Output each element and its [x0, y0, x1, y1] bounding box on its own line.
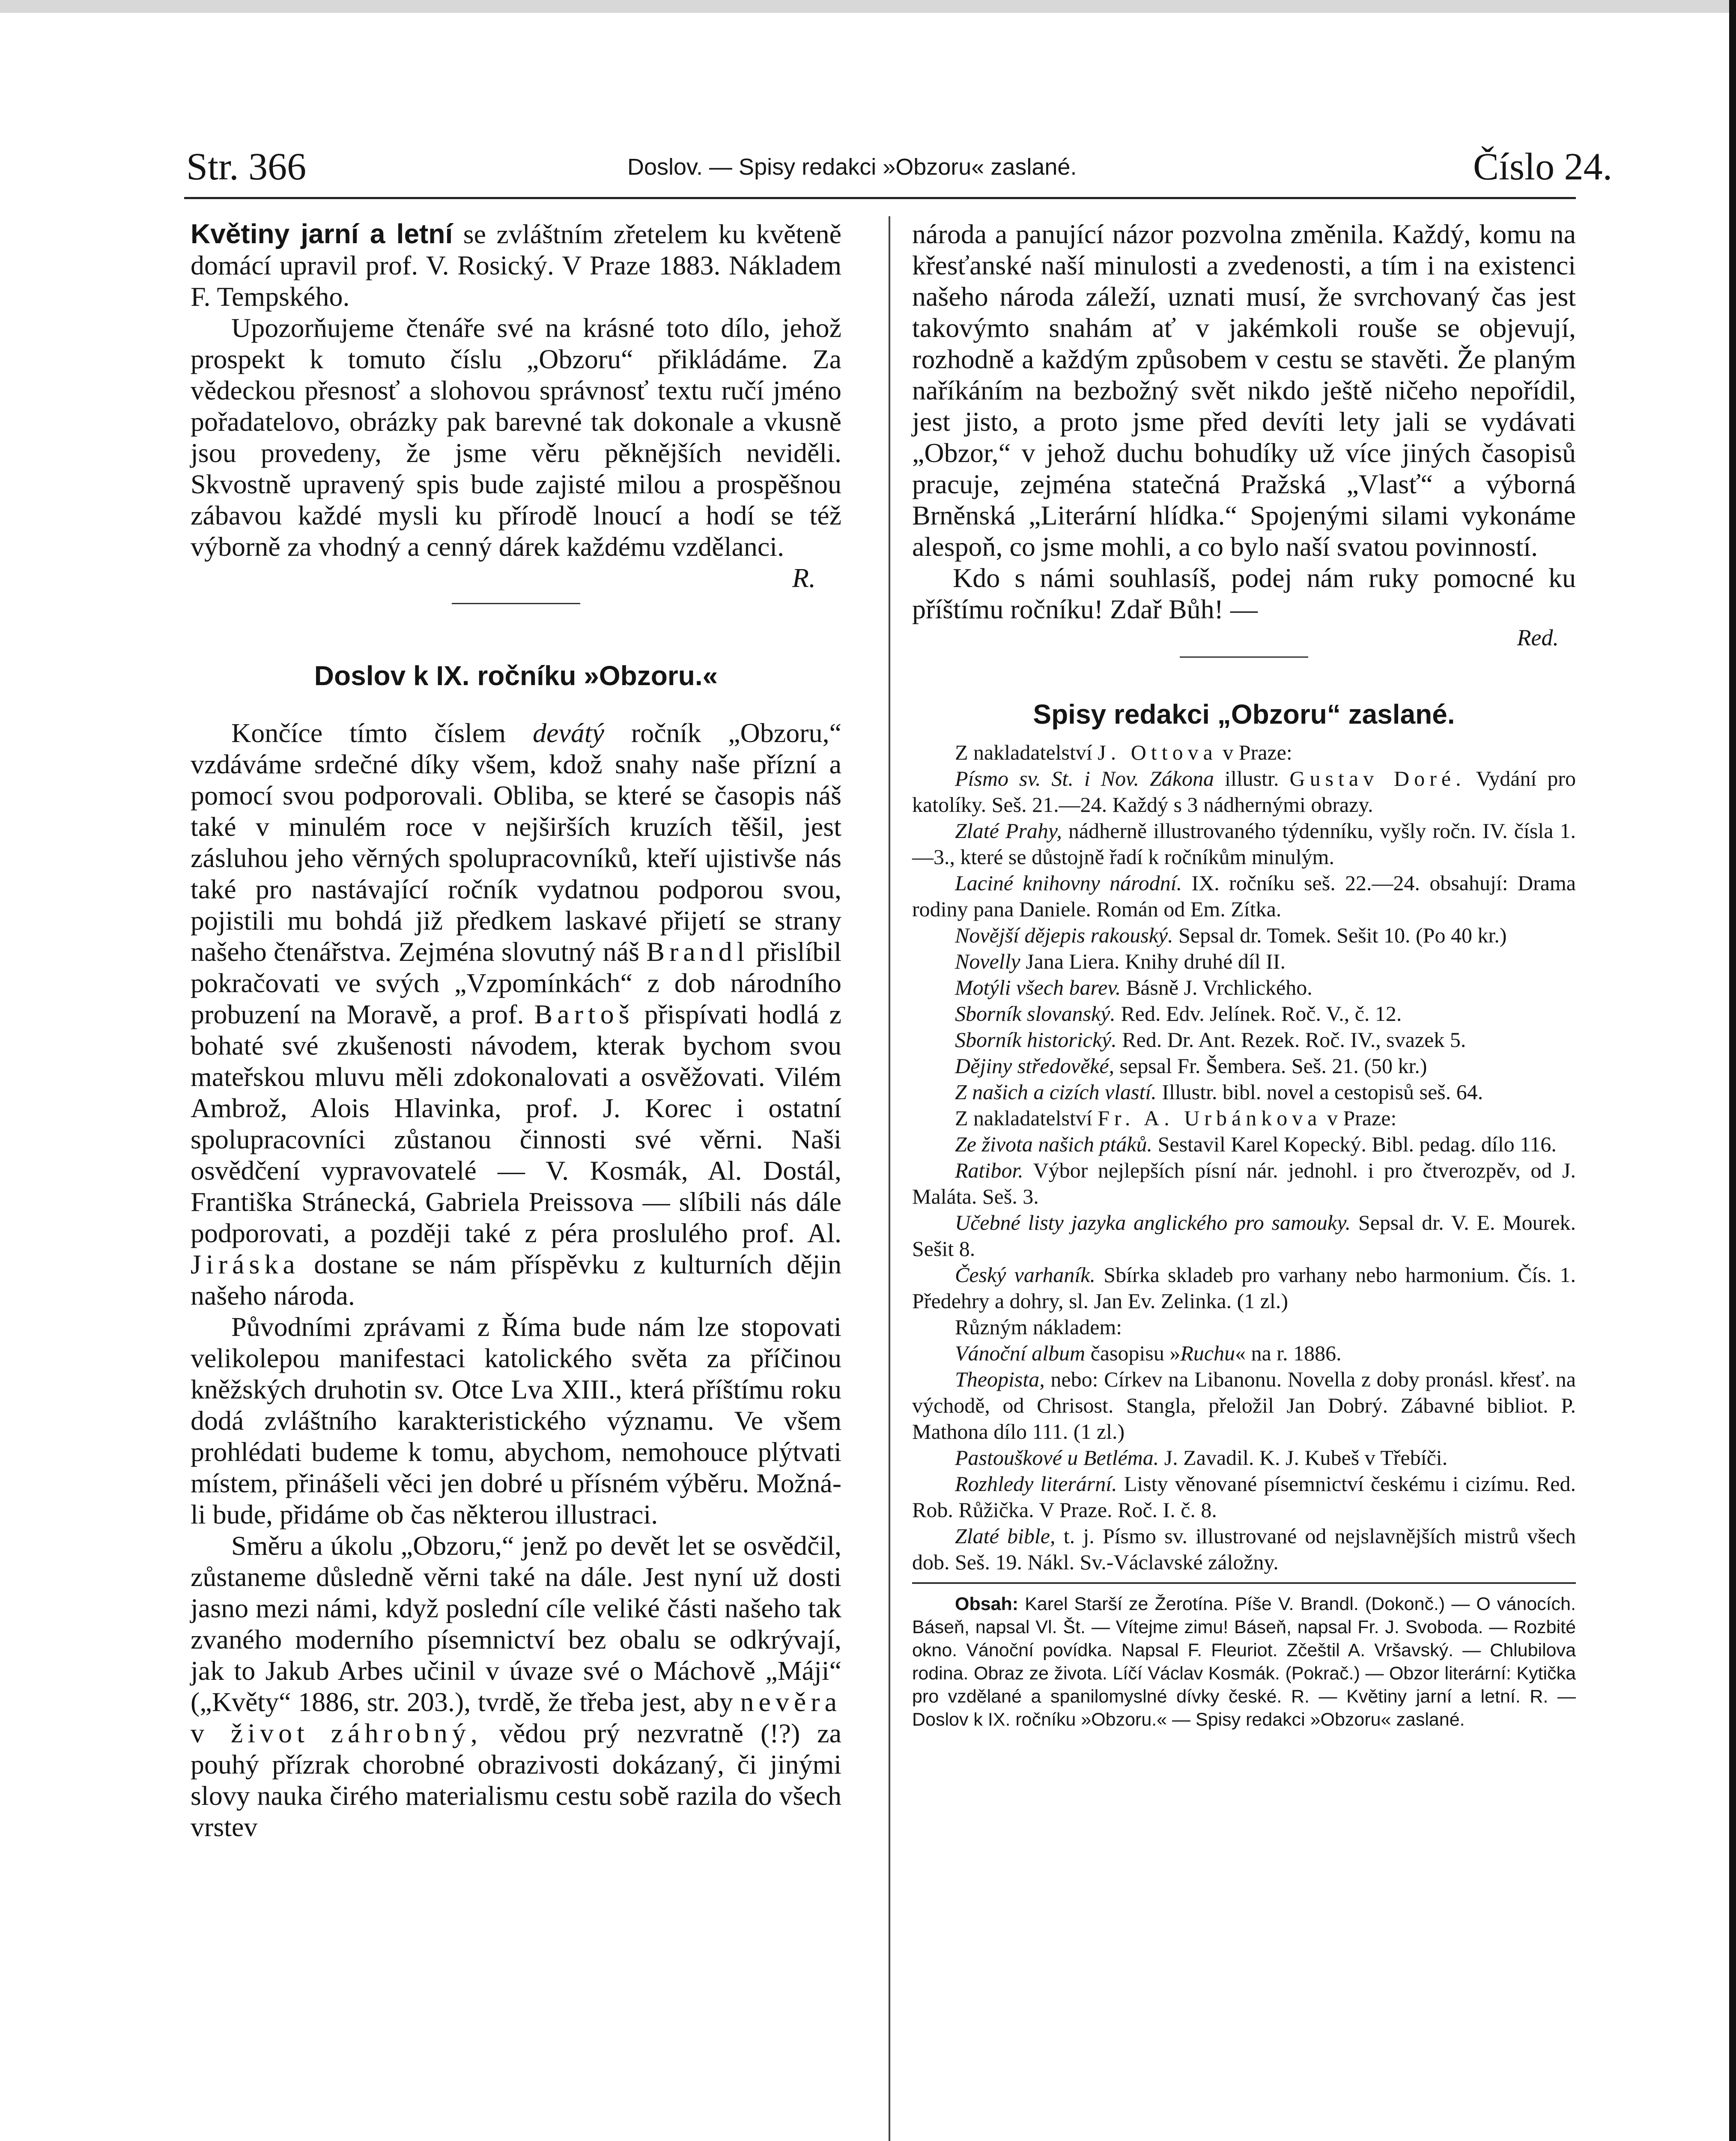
doslov-paragraph-2: Původními zprávami z Říma bude nám lze stopovati velikolepou manifestaci katolického světa za příčinou kněžských druhotin sv. Otce Lva XIII., která příštímu roku dodá zvláštního karakteristického významu. Ve všem prohlédati budeme k tomu, abychom, nemohouce plýtvati místem, přinášeli věci jen dobré u přísném výběru. Možná-li bude, přidáme ob čas některou illustraci. [191, 1312, 841, 1530]
list-item: Novější dějepis rakouský. Sepsal dr. Tomek. Sešit 10. (Po 40 kr.) [955, 923, 1507, 947]
list-item: Český varhaník. Sbírka skladeb pro varhany nebo harmonium. Čís. 1. Předehry a dohry, sl. Jan Ev. Zelinka. (1 zl.) [912, 1263, 1576, 1313]
list-item: Vánoční album časopisu »Ruchu« na r. 1886. [955, 1341, 1342, 1365]
contents-rule [912, 1582, 1576, 1584]
list-item: Učebné listy jazyka anglického pro samouky. Sepsal dr. V. E. Mourek. Sešit 8. [912, 1211, 1576, 1261]
list-item: Zlaté Prahy, nádherně illustrovaného týdenníku, vyšly ročn. IV. čísla 1.—3., které se důstojně řadí k ročníkům minulým. [912, 819, 1576, 869]
list-item: Ratibor. Výbor nejlepších písní nár. jednohl. i pro čtverozpěv, od J. Maláta. Seš. 3. [912, 1158, 1576, 1208]
section-rule [452, 603, 580, 604]
doslov-paragraph-3: Směru a úkolu „Obzoru,“ jenž po devět let se osvědčil, zůstaneme důsledně věrni také na dále. Jest nyní už dosti jasno mezi námi, když poslední cíle veliké části našeho tak zvaného moderního písemnictví bez obalu se odkrývají, jak to Jakub Arbes učinil v úvaze své o Máchově „Máji“ („Květy“ 1886, str. 203.), tvrdě, že třeba jest, aby nevěra v život záhrobný, vědou prý nezvratně (!?) za pouhý přízrak chorobné obrazivosti dokázaný, či jinými slovy nauka čirého materialismu cestu sobě razila do všech vrstev [191, 1530, 842, 1842]
doslov-heading: Doslov k IX. ročníku »Obzoru.« [314, 660, 718, 691]
doslov-closing: Kdo s námi souhlasíš, podej nám ruky pomocné ku příštímu ročníku! Zdař Bůh! — [912, 563, 1576, 624]
column-divider [889, 216, 890, 2141]
list-item: Zlaté bible, t. j. Písmo sv. illustrované od nejslavnějších mistrů všech dob. Seš. 19. Nákl. Sv.-Václavské záložny. [912, 1524, 1576, 1574]
publisher-heading: Různým nákladem: [955, 1315, 1122, 1339]
right-column [912, 218, 1576, 1731]
running-title: Doslov. — Spisy redakci »Obzoru« zaslané. [627, 154, 1077, 180]
section-rule [1180, 656, 1308, 658]
editor-signature: Red. [1517, 625, 1559, 650]
doslov-continued: národa a panující názor pozvolna změnila. Každý, komu na křesťanské naší minulosti a zvedenosti, a tím i na existenci našeho národa záleží, uznati musí, že svrchovaný čas jest takovýmto snahám ať v jakémkoli rouše se objevují, rozhodně a každým způsobem v cestu se stavěti. Že planým naříkáním na bezbožný svět nikdo ještě ničeho nepořídil, jest jisto, a proto jsme před devíti lety jali se vydávati „Obzor,“ v jehož duchu bohudíky už více jiných časopisů pracuje, zejména statečná Pražská „Vlasť“ a výborná Brněnská „Literární hlídka.“ Spojenými silami vykonáme alespoň, co jsme mohli, a co bylo naší svatou povinností. [912, 219, 1576, 562]
received-books-list [912, 740, 1576, 1575]
review-text: Upozorňujeme čtenáře své na krásné toto dílo, jehož prospekt k tomuto číslu „Obzoru“ přikládáme. Za vědeckou přesnosť a slohovou správnosť textu ručí jméno pořadatelovo, obrázky pak barevné tak dokonale a vkusně jsou provedeny, že jsme věru pěknějších neviděli. Skvostně upravený spis bude zajisté milou a prospěšnou zábavou každé mysli ku přírodě lnoucí a hodí se též výborně za vhodný a cenný dárek každému vzdělanci. [191, 313, 841, 562]
list-item: Laciné knihovny národní. IX. ročníku seš. 22.—24. obsahují: Drama rodiny pana Daniele. Román od Em. Zítka. [912, 871, 1576, 921]
header-rule [184, 197, 1576, 199]
list-item: Rozhledy literární. Listy věnované písemnictví českému i cizímu. Red. Rob. Růžička. V Praze. Roč. I. č. 8. [912, 1472, 1576, 1522]
list-item: Dějiny středověké, sepsal Fr. Šembera. Seš. 21. (50 kr.) [955, 1054, 1427, 1078]
scan-edge-top [0, 0, 1736, 13]
list-item: Ze života našich ptáků. Sestavil Karel Kopecký. Bibl. pedag. dílo 116. [955, 1132, 1557, 1156]
page-number: Str. 366 [186, 146, 307, 188]
review-signature: R. [792, 563, 816, 593]
review-book-details: se zvláštním zřetelem ku květeně domácí upravil prof. V. Rosický. V Praze 1883. Nákladem F. Tempského. [191, 219, 842, 312]
spisy-heading: Spisy redakci „Obzoru“ zaslané. [1033, 699, 1455, 730]
review-paragraph [191, 218, 841, 312]
list-item: Z našich a cizích vlastí. Illustr. bibl. novel a cestopisů seš. 64. [955, 1080, 1483, 1104]
list-item: Sborník slovanský. Red. Edv. Jelínek. Roč. V., č. 12. [955, 1002, 1402, 1026]
publisher-heading: Z nakladatelství Fr. A. Urbánkova v Praze: [955, 1106, 1397, 1130]
list-item: Sborník historický. Red. Dr. Ant. Rezek. Roč. IV., svazek 5. [955, 1028, 1466, 1052]
list-item: Novelly Jana Liera. Knihy druhé díl II. [955, 949, 1286, 973]
issue-number: Číslo 24. [1473, 146, 1613, 188]
scan-edge-right [1729, 0, 1736, 2141]
list-item: Písmo sv. St. i Nov. Zákona illustr. Gustav Doré. Vydání pro katolíky. Seš. 21.—24. Každý s 3 nádhernými obrazy. [912, 766, 1576, 817]
review-book-title: Květiny jarní a letní [191, 218, 453, 249]
issue-contents: Obsah: Karel Starší ze Žerotína. Píše V. Brandl. (Dokonč.) — O vánocích. Báseň, napsal Vl. Št. — Vítejme zimu! Báseň, napsal Fr. J. Svoboda. — Rozbité okno. Vánoční povídka. Napsal F. Fleuriot. Zčeštil A. Vršavský. — Chlubilova rodina. Obraz ze života. Líčí Václav Kosmák. (Pokrač.) — Obzor literární: Kytička pro vzdělané a spanilomyslné dívky české. R. — Květiny jarní a letní. R. — Doslov k IX. ročníku »Obzoru.« — Spisy redakci »Obzoru« zaslané. [912, 1594, 1576, 1730]
list-item: Pastouškové u Betléma. J. Zavadil. K. J. Kubeš v Třebíči. [955, 1446, 1448, 1470]
list-item: Motýli všech barev. Básně J. Vrchlického. [955, 975, 1312, 999]
publisher-heading: Z nakladatelství J. Ottova v Praze: [955, 740, 1292, 764]
list-item: Theopista, nebo: Církev na Libanonu. Novella z doby pronásl. křesť. na východě, od Chrisost. Stangla, přeložil Jan Dobrý. Zábavné bibliot. P. Mathona dílo 111. (1 zl.) [912, 1367, 1576, 1443]
left-column [191, 218, 841, 1843]
doslov-paragraph-1: Končíce tímto číslem devátý ročník „Obzoru,“ vzdáváme srdečné díky všem, kdož snahy naše přízní a pomocí svou podporovali. Obliba, se které se časopis náš také v minulém roce v nejširších kruzích těšil, jest zásluhou jeho věrných spolupracovníků, kteří ujistivše nás také pro nastávající ročník vydatnou podporou svou, pojistili mu bohdá již předkem laskavé přijetí se strany našeho čtenářstva. Zejména slovutný náš Brandl přislíbil pokračovati ve svých „Vzpomínkách“ z dob národního probuzení na Moravě, a prof. Bartoš přispívati hodlá z bohaté své zkušenosti návodem, kterak bychom svou mateřskou mluvu měli zdokonalovati a osvěžovati. Vilém Ambrož, Alois Hlavinka, prof. J. Korec i ostatní spolupracovníci zůstanou činnosti své věrni. Naši osvědčení vypravovatelé — V. Kosmák, Al. Dostál, Františka Stránecká, Gabriela Preissova — slíbili nás dále podporovati, a později také z péra proslulého prof. Al. Jiráska dostane se nám příspěvku z kulturních dějin našeho národa. [191, 718, 842, 1311]
